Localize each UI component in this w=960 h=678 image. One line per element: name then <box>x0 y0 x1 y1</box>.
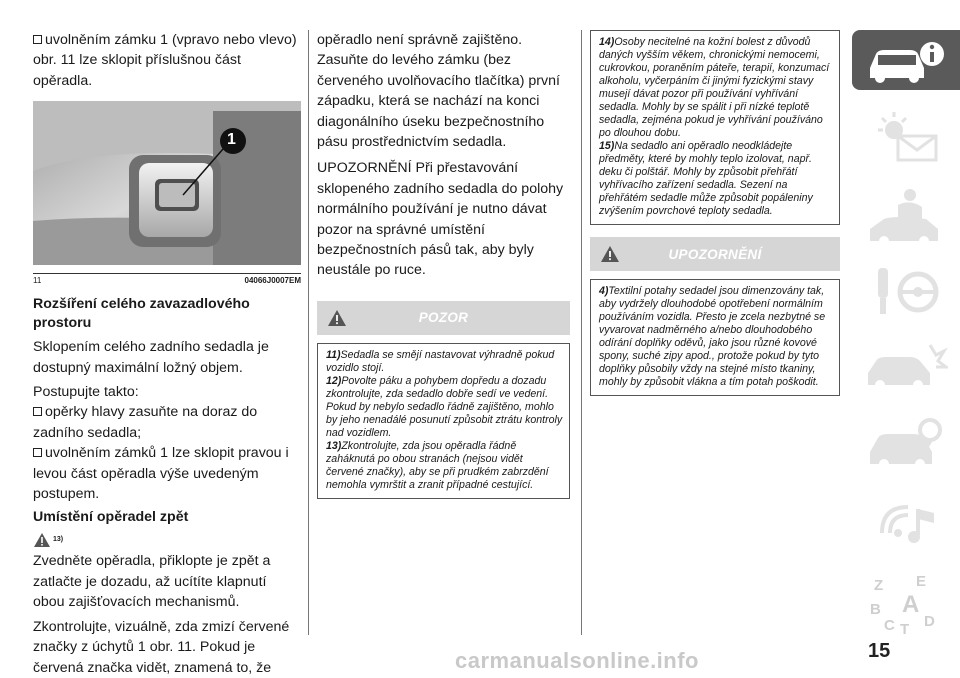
warning-item-15 <box>599 140 833 218</box>
chapter-sidebar <box>852 30 960 641</box>
bullet-square-icon <box>33 407 42 416</box>
page-number: 15 <box>868 640 891 662</box>
figure-callout-1: 1 <box>227 131 236 149</box>
tab-index[interactable] <box>852 564 960 636</box>
warning-item-11 <box>326 349 563 375</box>
seat-lock-photo <box>33 101 301 265</box>
car-info-icon <box>864 36 948 86</box>
index-letter: D <box>924 613 935 630</box>
figure-code: 04066J0007EM <box>244 276 301 286</box>
tab-maintenance[interactable] <box>852 410 960 482</box>
item-text: Povolte páku a pohybem dopředu a dozadu zkontrolujte, zda sedadlo dobře sedí ve vedení. Pokud by nebylo sedadlo řádně zajištěno, mohlo by jeho nenadálé posunutí způsobit ztrátu kontroly nad vozidlem. <box>326 374 563 439</box>
warning-triangle-icon <box>33 532 51 548</box>
paragraph-fold-seat: Sklopením celého zadního sedadla je dostupný maximální ložný objem. <box>33 339 269 376</box>
item-number: 12) <box>326 374 342 387</box>
paragraph-note-belts: UPOZORNĚNÍ Při přestavování sklopeného zadního sedadla do polohy normálního používání je nutno dávat pozor na správné umístění bezpečnostních pásů tak, aby byly neustále po ruce. <box>317 160 564 279</box>
index-letter: E <box>916 573 927 590</box>
tab-warning-lights[interactable] <box>852 102 960 174</box>
warning-triangle-icon <box>327 309 347 327</box>
warning-banner-pozor <box>317 301 570 335</box>
bullet-square-icon <box>33 448 42 457</box>
figure-number: 11 <box>33 276 42 286</box>
watermark-text: carmanualsonline.info <box>455 648 699 673</box>
column-divider <box>581 30 582 635</box>
warning-banner-title: UPOZORNĚNÍ <box>668 246 762 262</box>
item-number: 11) <box>326 348 341 361</box>
bullet-square-icon <box>33 35 42 44</box>
warning-item-13 <box>326 440 563 492</box>
warning-triangle-icon <box>600 245 620 263</box>
item-number: 13) <box>326 439 342 452</box>
key-steering-icon <box>864 262 948 322</box>
column-middle <box>317 30 570 499</box>
multimedia-icon <box>864 493 948 553</box>
paragraph-raise-backrest: Zvedněte opěradla, přiklopte je zpět a zatlačte je dozadu, až ucítíte klapnutí obou zajišťovacích mechanismů. <box>33 553 271 611</box>
warning-banner-upozorneni <box>590 237 840 271</box>
figure-11 <box>33 101 301 265</box>
column-right <box>590 30 840 396</box>
warning-item-14 <box>599 36 833 140</box>
figure-caption <box>33 273 301 285</box>
warning-item-12 <box>326 375 563 440</box>
intro-bullet <box>33 30 301 91</box>
tab-key-steering[interactable] <box>852 256 960 328</box>
bullet-item-headrests <box>33 402 301 443</box>
item-text: Osoby necitelné na kožní bolest z důvodů daných vyšším věkem, chronickými nemocemi, cukrovkou, poraněním páteře, terapií, konzumací alkoholu, vyčerpáním či jinými fyzickými stavy musejí dávat pozor při používání vyhřívání sedadla. Mohly by se spálit i při nízké teplotě sedadla, zejména pokud je vyhřívání používáno po dlouhou dobu. <box>599 36 830 139</box>
warning-reference <box>33 531 301 549</box>
index-letter: T <box>900 621 910 638</box>
intro-text: uvolněním zámku 1 (vpravo nebo vlevo) obr. 11 lze sklopit příslušnou část opěradla. <box>33 32 297 89</box>
item-number: 4) <box>599 285 609 297</box>
index-letters-icon <box>864 570 948 638</box>
column-divider <box>308 30 309 635</box>
item-number: 15) <box>599 140 615 152</box>
car-crash-icon <box>864 339 948 399</box>
tab-car-crash[interactable] <box>852 333 960 405</box>
item-text: Zkontrolujte, zda jsou opěradla řádně zaháknutá po obou stranách (nejsou vidět červené značky), aby se při prudkém zabrzdění nemohla vymrštit a zranit případné cestující. <box>326 439 549 491</box>
warning-list-box <box>317 343 570 499</box>
bullet-text: opěrky hlavy zasuňte na doraz do zadního sedadla; <box>33 404 258 441</box>
item-number: 14) <box>599 36 615 48</box>
maintenance-icon <box>864 416 948 476</box>
paragraph-check-marks: Zkontrolujte, vizuálně, zda zmizí červené značky z úchytů 1 obr. 11. Pokud je červená značka vidět, znamená to, že <box>33 618 290 676</box>
notice-list-box <box>590 279 840 396</box>
bullet-text: uvolněním zámků 1 lze sklopit pravou i levou část opěradla výše uvedeným postupem. <box>33 445 289 503</box>
column-left <box>33 30 301 678</box>
index-letter: A <box>902 591 920 618</box>
warning-ref-number: 13) <box>53 536 64 544</box>
index-letter: C <box>884 617 895 634</box>
index-letter: Z <box>874 577 884 594</box>
heading-expand-trunk: Rozšíření celého zavazadlového prostoru <box>33 296 250 332</box>
item-text: Textilní potahy sedadel jsou dimenzovány tak, aby vydržely dlouhodobé opotřebení normálním používáním vozidla. Přesto je zcela nezbytné se vyvarovat nadměrného a/nebo dlouhodobého odírání doplňky oděvů, jako jsou různé kovové spony, suché zipy apod., protože pokud by tyto doplňky působily vždy na stejné místo tkaniny, mohly by způsobit vlákna a tím potah poškodit. <box>599 285 826 388</box>
tab-car-info[interactable] <box>852 30 960 90</box>
paragraph-procedure: Postupujte takto: <box>33 384 139 401</box>
item-text: Sedadla se smějí nastavovat výhradně pokud vozidlo stojí. <box>326 348 555 374</box>
seat-safety-icon <box>864 185 948 251</box>
notice-item-4 <box>599 285 833 389</box>
warning-list-box <box>590 30 840 225</box>
index-letter: B <box>870 601 881 618</box>
tab-multimedia[interactable] <box>852 487 960 559</box>
tab-seat-safety[interactable] <box>852 179 960 251</box>
bullet-item-release <box>33 443 301 504</box>
paragraph-backrest-lock: opěradlo není správně zajištěno. Zasuňte do levého zámku (bez červeného uvolňovacího tlačítka) první západku, která se nachází na konci diagonálního úseku bezpečnostního pásu prostřednictvím sedadla. <box>317 32 560 151</box>
warning-lights-icon <box>864 108 948 168</box>
heading-restore-backrest: Umístění opěradel zpět <box>33 509 189 526</box>
item-text: Na sedadlo ani opěradlo neodkládejte předměty, které by mohly teplo izolovat, např. deku či polštář. Mohly by způsobit přehřátí vyhřívacího zařízení sedadla. Sezení na přehřátém sedadle může způsobit popáleniny zvýšením povrchové teploty sedadla. <box>599 140 813 217</box>
warning-banner-title: POZOR <box>418 310 469 326</box>
